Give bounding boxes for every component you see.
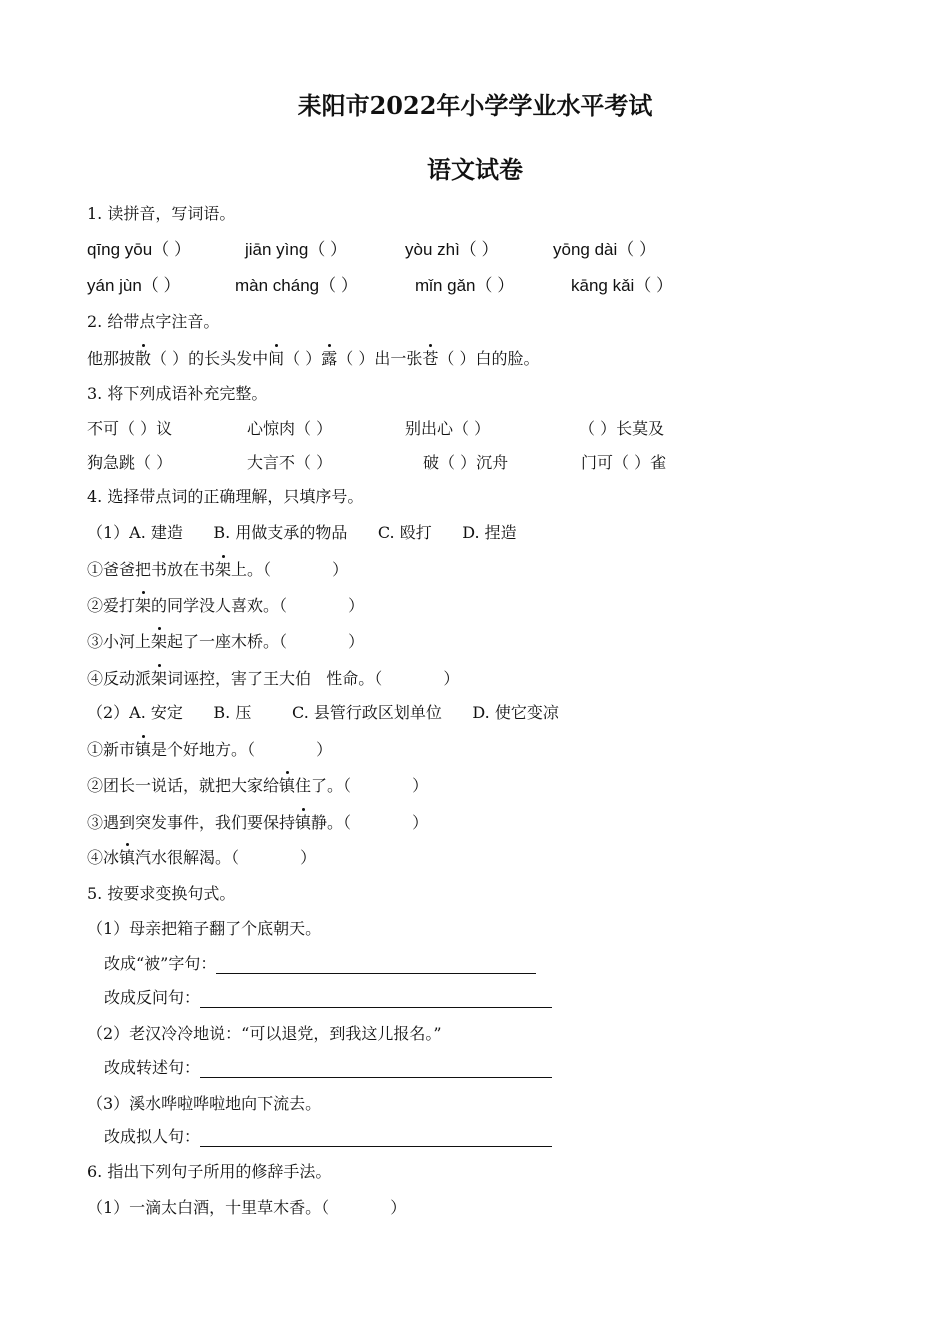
q4-sub2-options: （2）A. 安定 B. 压 C. 县管行政区划单位 D. 使它变凉: [87, 703, 559, 722]
pinyin-item: màn cháng（ ）: [235, 276, 358, 295]
q2-sentence: [87, 349, 539, 369]
item-text: 住了。（ ）: [295, 776, 429, 795]
item-text: 的同学没人喜欢。（ ）: [151, 596, 365, 615]
dotted-char: 架: [151, 669, 168, 688]
item-text: 上。（ ）: [231, 560, 349, 579]
exam-title: 耒阳市2022年小学学业水平考试: [297, 91, 653, 120]
dotted-char: 镇: [119, 848, 136, 867]
q5-sentence-2: （2）老汉冷冷地说：“可以退党，到我这儿报名。”: [87, 1024, 442, 1043]
dotted-char: 镇: [135, 740, 152, 759]
answer-line[interactable]: [200, 1130, 552, 1147]
q4-heading: 4. 选择带点词的正确理解，只填序号。: [87, 487, 364, 506]
dotted-char: 架: [215, 560, 232, 579]
q4-sub2-item: [87, 848, 316, 868]
item-text: ④冰: [87, 848, 120, 867]
q5-task: [104, 988, 552, 1008]
answer-line[interactable]: [200, 991, 552, 1008]
dotted-char: 间: [268, 349, 285, 368]
pinyin-item: yán jùn（ ）: [87, 276, 181, 295]
q4-sub1-item: [87, 669, 459, 689]
pinyin-item: kāng kǎi（ ）: [571, 276, 674, 295]
q6-sentence-1: （1）一滴太白酒，十里草木香。（ ）: [87, 1198, 407, 1217]
q5-heading: 5. 按要求变换句式。: [87, 884, 236, 903]
item-text: ②团长一说话，就把大家给: [87, 776, 280, 795]
idiom-item: 不可（ ）议: [87, 419, 173, 438]
item-text: ①爸爸把书放在书: [87, 560, 216, 579]
q2-text: （ ）出一张: [337, 349, 423, 368]
idiom-item: 大言不（ ）: [247, 453, 333, 472]
idiom-item: 别出心（ ）: [405, 419, 491, 438]
q5-sentence-3: （3）溪水哗啦哗啦地向下流去。: [87, 1094, 322, 1113]
dotted-char: 镇: [295, 813, 312, 832]
idiom-item: 门可（ ）雀: [581, 453, 667, 472]
dotted-char: 露: [321, 349, 338, 368]
item-text: ②爱打: [87, 596, 136, 615]
q1-heading: 1. 读拼音，写词语。: [87, 204, 236, 223]
item-text: 是个好地方。（ ）: [151, 740, 333, 759]
pinyin-item: qīng yōu（ ）: [87, 240, 191, 259]
q2-text: （ ）: [284, 349, 322, 368]
q6-heading: 6. 指出下列句子所用的修辞手法。: [87, 1162, 332, 1181]
q4-sub2-item: [87, 776, 428, 796]
item-text: 静。（ ）: [311, 813, 429, 832]
dotted-char: 架: [151, 632, 168, 651]
answer-line[interactable]: [216, 957, 536, 974]
item-text: 汽水很解渴。（ ）: [135, 848, 317, 867]
q5-task: [104, 1058, 552, 1078]
q5-sentence-1: （1）母亲把箱子翻了个底朝天。: [87, 919, 322, 938]
item-text: ③遇到突发事件，我们要保持: [87, 813, 296, 832]
q2-text: （ ）白的脸。: [438, 349, 540, 368]
pinyin-item: jiān yìng（ ）: [245, 240, 348, 259]
q4-sub2-item: [87, 813, 428, 833]
pinyin-item: yōng dài（ ）: [553, 240, 656, 259]
item-text: ①新市: [87, 740, 136, 759]
q2-heading: 2. 给带点字注音。: [87, 312, 220, 331]
q4-sub2-item: [87, 740, 332, 760]
item-text: 起了一座木桥。（ ）: [167, 632, 365, 651]
q3-heading: 3. 将下列成语补充完整。: [87, 384, 268, 403]
idiom-item: 破（ ）沉舟: [423, 453, 509, 472]
task-label: 改成反问句：: [104, 988, 201, 1007]
exam-subtitle: 语文试卷: [427, 155, 523, 184]
task-label: 改成转述句：: [104, 1058, 201, 1077]
dotted-char: 镇: [279, 776, 296, 795]
q2-text: 他那披: [87, 349, 136, 368]
dotted-char: 散: [135, 349, 152, 368]
idiom-item: （ ）长莫及: [579, 419, 665, 438]
q4-sub1-item: [87, 560, 348, 580]
idiom-item: 狗急跳（ ）: [87, 453, 173, 472]
task-label: 改成拟人句：: [104, 1127, 201, 1146]
pinyin-item: mǐn gǎn（ ）: [415, 276, 515, 295]
q4-sub1-item: [87, 596, 364, 616]
item-text: ④反动派: [87, 669, 152, 688]
q5-task: [104, 954, 536, 974]
item-text: 词诬控，害了王大伯 性命。（ ）: [167, 669, 460, 688]
q2-text: （ ）的长头发中: [151, 349, 269, 368]
q5-task: [104, 1127, 552, 1147]
dotted-char: 苍: [422, 349, 439, 368]
task-label: 改成“被”字句：: [104, 954, 217, 973]
dotted-char: 架: [135, 596, 152, 615]
answer-line[interactable]: [200, 1061, 552, 1078]
idiom-item: 心惊肉（ ）: [247, 419, 333, 438]
item-text: ③小河上: [87, 632, 152, 651]
q4-sub1-item: [87, 632, 364, 652]
q4-sub1-options: （1）A. 建造 B. 用做支承的物品 C. 殴打 D. 捏造: [87, 523, 517, 542]
pinyin-item: yòu zhì（ ）: [405, 240, 499, 259]
